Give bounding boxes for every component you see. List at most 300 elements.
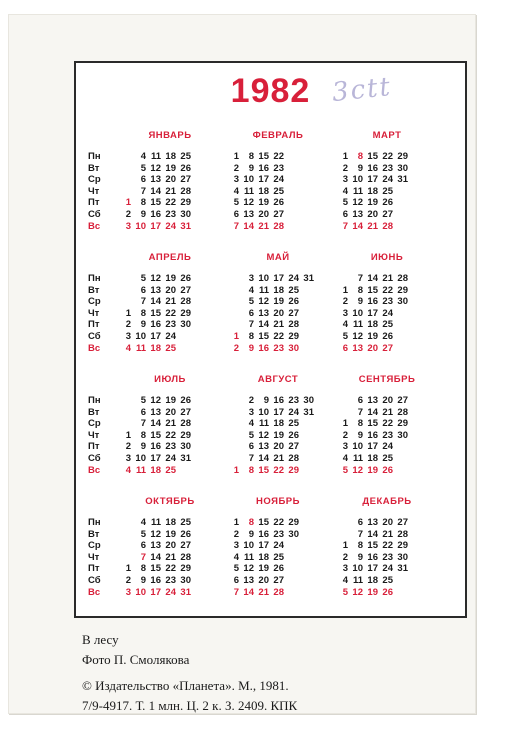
empty-day-cell bbox=[410, 209, 425, 221]
day-number: 21 bbox=[165, 296, 176, 308]
day-number: 3 bbox=[125, 452, 131, 464]
day-number: 24 bbox=[273, 174, 284, 186]
day-number: 12 bbox=[352, 197, 363, 209]
weekday-labels bbox=[88, 151, 110, 232]
day-number: 5 bbox=[233, 197, 239, 209]
weekday-label: Пн bbox=[88, 395, 101, 406]
day-number: 25 bbox=[382, 574, 393, 586]
empty-day-cell bbox=[286, 174, 301, 186]
day-number: 30 bbox=[397, 296, 408, 308]
day-number: 3 bbox=[342, 563, 348, 575]
day-number: 15 bbox=[150, 197, 161, 209]
empty-day-cell bbox=[301, 517, 316, 529]
day-number: 12 bbox=[150, 162, 161, 174]
day-number: 31 bbox=[303, 273, 314, 284]
empty-day-cell bbox=[301, 540, 316, 552]
empty-day-cell bbox=[226, 453, 241, 465]
empty-day-cell bbox=[193, 319, 208, 331]
day-number: 1 bbox=[233, 517, 239, 528]
empty-day-cell bbox=[193, 395, 208, 407]
day-number: 4 bbox=[342, 319, 348, 331]
empty-day-cell bbox=[193, 296, 208, 308]
month-block bbox=[226, 251, 330, 354]
day-number: 3 bbox=[342, 174, 348, 186]
weekday-label: Чт bbox=[88, 307, 100, 319]
day-number: 29 bbox=[180, 197, 191, 209]
day-number: 7 bbox=[233, 220, 239, 232]
empty-day-cell bbox=[226, 407, 241, 419]
day-number: 14 bbox=[243, 220, 254, 232]
weekday-labels bbox=[88, 395, 110, 476]
day-number: 3 bbox=[125, 330, 131, 342]
day-number: 30 bbox=[180, 208, 191, 220]
day-number: 10 bbox=[135, 452, 146, 464]
day-number: 25 bbox=[382, 185, 393, 197]
month-name: АПРЕЛЬ bbox=[148, 252, 192, 263]
day-number: 18 bbox=[258, 185, 269, 197]
empty-day-cell bbox=[193, 552, 208, 564]
empty-day-cell bbox=[410, 174, 425, 186]
day-number: 7 bbox=[248, 319, 254, 331]
day-number: 4 bbox=[248, 418, 254, 430]
empty-day-cell bbox=[301, 174, 316, 186]
empty-day-cell bbox=[118, 552, 133, 564]
day-number: 29 bbox=[397, 151, 408, 162]
day-number: 12 bbox=[258, 429, 269, 441]
empty-day-cell bbox=[193, 285, 208, 297]
month-days-grid bbox=[335, 395, 439, 476]
day-number: 8 bbox=[140, 563, 146, 575]
empty-day-cell bbox=[193, 587, 208, 599]
day-number: 16 bbox=[367, 429, 378, 441]
day-number: 10 bbox=[258, 273, 269, 284]
day-number: 28 bbox=[180, 551, 191, 563]
day-number: 27 bbox=[382, 208, 393, 220]
day-number: 3 bbox=[125, 220, 131, 232]
day-number: 21 bbox=[382, 528, 393, 540]
day-number: 25 bbox=[382, 319, 393, 331]
day-number: 17 bbox=[367, 441, 378, 453]
day-number: 1 bbox=[233, 464, 239, 476]
day-number: 10 bbox=[135, 220, 146, 232]
day-number: 23 bbox=[165, 441, 176, 453]
empty-day-cell bbox=[301, 331, 316, 343]
day-number: 17 bbox=[273, 406, 284, 418]
weekday-label: Пт bbox=[88, 441, 100, 453]
day-number: 22 bbox=[273, 330, 284, 342]
day-number: 10 bbox=[135, 586, 146, 598]
day-number: 23 bbox=[382, 551, 393, 563]
empty-day-cell bbox=[193, 418, 208, 430]
day-number: 7 bbox=[140, 296, 146, 308]
day-number: 27 bbox=[382, 342, 393, 354]
empty-day-cell bbox=[286, 209, 301, 221]
month-name: ИЮНЬ bbox=[370, 252, 404, 263]
empty-day-cell bbox=[193, 441, 208, 453]
empty-day-cell bbox=[301, 343, 316, 355]
day-number: 26 bbox=[273, 197, 284, 209]
day-number: 15 bbox=[367, 540, 378, 552]
day-number: 13 bbox=[150, 406, 161, 418]
print-info: 7/9-4917. Т. 1 млн. Ц. 2 к. З. 2409. КПК bbox=[82, 698, 298, 713]
day-number: 25 bbox=[273, 185, 284, 197]
day-number: 30 bbox=[180, 441, 191, 453]
empty-day-cell bbox=[193, 308, 208, 320]
day-number: 3 bbox=[233, 174, 239, 186]
empty-day-cell bbox=[118, 395, 133, 407]
month-block bbox=[118, 251, 222, 354]
day-number: 31 bbox=[180, 220, 191, 232]
weekday-label: Сб bbox=[88, 574, 101, 586]
day-number: 11 bbox=[135, 342, 146, 354]
day-number: 17 bbox=[150, 220, 161, 232]
weekday-label: Вт bbox=[88, 406, 100, 418]
empty-day-cell bbox=[410, 453, 425, 465]
day-number: 13 bbox=[367, 395, 378, 406]
weekday-label: Сб bbox=[88, 330, 101, 342]
day-number: 7 bbox=[357, 528, 363, 540]
day-number: 18 bbox=[165, 151, 176, 162]
day-number: 21 bbox=[273, 452, 284, 464]
day-number: 25 bbox=[382, 452, 393, 464]
day-number: 19 bbox=[258, 197, 269, 209]
day-number: 1 bbox=[342, 540, 348, 552]
day-number: 8 bbox=[357, 151, 363, 162]
day-number: 11 bbox=[352, 452, 363, 464]
day-number: 1 bbox=[125, 563, 131, 575]
empty-day-cell bbox=[410, 407, 425, 419]
empty-day-cell bbox=[395, 308, 410, 320]
day-number: 2 bbox=[342, 162, 348, 174]
weekday-label: Пт bbox=[88, 563, 100, 575]
day-number: 28 bbox=[180, 296, 191, 308]
day-number: 13 bbox=[258, 441, 269, 453]
day-number: 19 bbox=[165, 273, 176, 284]
empty-day-cell bbox=[193, 465, 208, 477]
weekday-label: Чт bbox=[88, 185, 100, 197]
empty-day-cell bbox=[301, 465, 316, 477]
empty-day-cell bbox=[301, 563, 316, 575]
empty-day-cell bbox=[193, 174, 208, 186]
day-number: 23 bbox=[382, 429, 393, 441]
day-number: 27 bbox=[273, 574, 284, 586]
day-number: 22 bbox=[165, 307, 176, 319]
day-number: 9 bbox=[140, 208, 146, 220]
quarter-row bbox=[76, 251, 465, 371]
empty-day-cell bbox=[395, 209, 410, 221]
day-number: 3 bbox=[342, 441, 348, 453]
day-number: 3 bbox=[125, 586, 131, 598]
empty-day-cell bbox=[193, 529, 208, 541]
empty-day-cell bbox=[301, 296, 316, 308]
day-number: 17 bbox=[258, 174, 269, 186]
year-title: 1982 bbox=[230, 72, 311, 110]
day-number: 23 bbox=[165, 574, 176, 586]
day-number: 25 bbox=[165, 464, 176, 476]
day-number: 14 bbox=[258, 452, 269, 464]
day-number: 2 bbox=[342, 429, 348, 441]
empty-day-cell bbox=[286, 197, 301, 209]
month-name: МАРТ bbox=[372, 130, 402, 141]
empty-day-cell bbox=[301, 285, 316, 297]
month-block bbox=[335, 373, 439, 476]
day-number: 25 bbox=[273, 551, 284, 563]
day-number: 27 bbox=[397, 395, 408, 406]
day-number: 18 bbox=[273, 284, 284, 296]
month-days-grid bbox=[226, 151, 330, 232]
day-number: 24 bbox=[165, 330, 176, 342]
day-number: 13 bbox=[243, 208, 254, 220]
empty-day-cell bbox=[193, 209, 208, 221]
day-number: 6 bbox=[140, 284, 146, 296]
day-number: 6 bbox=[342, 208, 348, 220]
day-number: 27 bbox=[180, 540, 191, 552]
day-number: 7 bbox=[140, 551, 146, 563]
day-number: 31 bbox=[180, 452, 191, 464]
day-number: 10 bbox=[352, 307, 363, 319]
empty-day-cell bbox=[193, 151, 208, 163]
day-number: 12 bbox=[258, 296, 269, 308]
day-number: 26 bbox=[382, 197, 393, 209]
day-number: 30 bbox=[180, 319, 191, 331]
day-number: 2 bbox=[125, 441, 131, 453]
day-number: 22 bbox=[165, 563, 176, 575]
day-number: 27 bbox=[288, 307, 299, 319]
day-number: 24 bbox=[382, 174, 393, 186]
day-number: 19 bbox=[165, 162, 176, 174]
empty-day-cell bbox=[395, 587, 410, 599]
day-number: 4 bbox=[342, 185, 348, 197]
day-number: 10 bbox=[258, 406, 269, 418]
day-number: 1 bbox=[125, 197, 131, 209]
empty-day-cell bbox=[286, 221, 301, 233]
empty-day-cell bbox=[286, 540, 301, 552]
day-number: 21 bbox=[382, 406, 393, 418]
empty-day-cell bbox=[193, 221, 208, 233]
day-number: 17 bbox=[150, 586, 161, 598]
empty-day-cell bbox=[395, 441, 410, 453]
day-number: 6 bbox=[357, 395, 363, 406]
day-number: 22 bbox=[273, 517, 284, 528]
day-number: 18 bbox=[367, 319, 378, 331]
day-number: 27 bbox=[180, 284, 191, 296]
day-number: 15 bbox=[367, 151, 378, 162]
day-number: 21 bbox=[165, 418, 176, 430]
weekday-label: Пн bbox=[88, 151, 101, 162]
day-number: 19 bbox=[165, 395, 176, 406]
day-number: 19 bbox=[367, 197, 378, 209]
month-block bbox=[226, 495, 330, 598]
day-number: 9 bbox=[357, 296, 363, 308]
day-number: 18 bbox=[150, 464, 161, 476]
weekday-label: Пн bbox=[88, 517, 101, 528]
day-number: 20 bbox=[382, 395, 393, 406]
empty-day-cell bbox=[178, 343, 193, 355]
day-number: 27 bbox=[288, 441, 299, 453]
day-number: 25 bbox=[165, 342, 176, 354]
day-number: 15 bbox=[367, 418, 378, 430]
empty-day-cell bbox=[410, 319, 425, 331]
weekday-labels bbox=[88, 517, 110, 598]
day-number: 28 bbox=[397, 273, 408, 284]
day-number: 15 bbox=[367, 284, 378, 296]
empty-day-cell bbox=[335, 529, 350, 541]
day-number: 29 bbox=[288, 330, 299, 342]
day-number: 27 bbox=[180, 174, 191, 186]
day-number: 30 bbox=[397, 551, 408, 563]
day-number: 17 bbox=[150, 452, 161, 464]
empty-day-cell bbox=[193, 331, 208, 343]
day-number: 6 bbox=[357, 517, 363, 528]
day-number: 16 bbox=[367, 296, 378, 308]
day-number: 17 bbox=[150, 330, 161, 342]
empty-day-cell bbox=[301, 575, 316, 587]
empty-day-cell bbox=[301, 587, 316, 599]
empty-day-cell bbox=[410, 296, 425, 308]
day-number: 2 bbox=[233, 162, 239, 174]
weekday-label: Сб bbox=[88, 208, 101, 220]
day-number: 25 bbox=[288, 284, 299, 296]
day-number: 13 bbox=[150, 284, 161, 296]
empty-day-cell bbox=[410, 285, 425, 297]
weekday-label: Пн bbox=[88, 273, 101, 284]
weekday-label: Ср bbox=[88, 418, 101, 430]
day-number: 7 bbox=[357, 406, 363, 418]
day-number: 29 bbox=[397, 540, 408, 552]
empty-day-cell bbox=[395, 343, 410, 355]
empty-day-cell bbox=[301, 308, 316, 320]
empty-day-cell bbox=[286, 163, 301, 175]
day-number: 29 bbox=[180, 307, 191, 319]
day-number: 4 bbox=[140, 151, 146, 162]
day-number: 19 bbox=[273, 296, 284, 308]
day-number: 22 bbox=[165, 197, 176, 209]
day-number: 5 bbox=[342, 197, 348, 209]
empty-day-cell bbox=[395, 186, 410, 198]
month-name: МАЙ bbox=[266, 252, 290, 263]
day-number: 1 bbox=[342, 151, 348, 162]
month-block bbox=[118, 373, 222, 476]
day-number: 24 bbox=[382, 441, 393, 453]
day-number: 24 bbox=[165, 586, 176, 598]
weekday-label: Чт bbox=[88, 429, 100, 441]
empty-day-cell bbox=[410, 587, 425, 599]
day-number: 7 bbox=[248, 452, 254, 464]
day-number: 24 bbox=[382, 307, 393, 319]
day-number: 16 bbox=[258, 162, 269, 174]
day-number: 8 bbox=[248, 330, 254, 342]
day-number: 23 bbox=[165, 319, 176, 331]
empty-day-cell bbox=[335, 407, 350, 419]
empty-day-cell bbox=[410, 395, 425, 407]
day-number: 9 bbox=[140, 441, 146, 453]
empty-day-cell bbox=[301, 441, 316, 453]
empty-day-cell bbox=[301, 186, 316, 198]
day-number: 28 bbox=[288, 452, 299, 464]
day-number: 28 bbox=[397, 406, 408, 418]
day-number: 30 bbox=[288, 528, 299, 540]
day-number: 9 bbox=[357, 429, 363, 441]
empty-day-cell bbox=[410, 343, 425, 355]
day-number: 11 bbox=[352, 574, 363, 586]
day-number: 4 bbox=[125, 464, 131, 476]
month-days-grid bbox=[226, 517, 330, 598]
empty-day-cell bbox=[193, 273, 208, 285]
empty-day-cell bbox=[178, 465, 193, 477]
weekday-labels bbox=[88, 273, 110, 354]
weekday-label: Вс bbox=[88, 586, 101, 598]
weekday-label: Вс bbox=[88, 220, 101, 232]
day-number: 26 bbox=[382, 330, 393, 342]
day-number: 19 bbox=[367, 586, 378, 598]
day-number: 29 bbox=[397, 418, 408, 430]
calendar-frame bbox=[74, 61, 467, 618]
day-number: 22 bbox=[273, 464, 284, 476]
empty-day-cell bbox=[301, 197, 316, 209]
empty-day-cell bbox=[286, 186, 301, 198]
day-number: 2 bbox=[125, 208, 131, 220]
day-number: 8 bbox=[140, 307, 146, 319]
day-number: 4 bbox=[342, 452, 348, 464]
day-number: 24 bbox=[288, 273, 299, 284]
day-number: 30 bbox=[397, 429, 408, 441]
empty-day-cell bbox=[301, 209, 316, 221]
empty-day-cell bbox=[301, 552, 316, 564]
weekday-label: Вт bbox=[88, 528, 100, 540]
day-number: 31 bbox=[180, 586, 191, 598]
day-number: 14 bbox=[150, 418, 161, 430]
day-number: 26 bbox=[180, 273, 191, 284]
day-number: 8 bbox=[140, 429, 146, 441]
day-number: 13 bbox=[367, 517, 378, 528]
day-number: 21 bbox=[258, 586, 269, 598]
empty-day-cell bbox=[395, 575, 410, 587]
month-block bbox=[335, 251, 439, 354]
empty-day-cell bbox=[301, 430, 316, 442]
day-number: 18 bbox=[367, 185, 378, 197]
day-number: 10 bbox=[352, 441, 363, 453]
quarter-row bbox=[76, 495, 465, 615]
day-number: 7 bbox=[233, 586, 239, 598]
day-number: 14 bbox=[150, 296, 161, 308]
empty-day-cell bbox=[118, 273, 133, 285]
empty-day-cell bbox=[226, 441, 241, 453]
weekday-label: Пт bbox=[88, 197, 100, 209]
day-number: 30 bbox=[303, 395, 314, 406]
empty-day-cell bbox=[226, 418, 241, 430]
day-number: 17 bbox=[367, 563, 378, 575]
day-number: 5 bbox=[342, 464, 348, 476]
month-block bbox=[335, 129, 439, 232]
day-number: 1 bbox=[342, 418, 348, 430]
day-number: 29 bbox=[288, 464, 299, 476]
empty-day-cell bbox=[178, 331, 193, 343]
empty-day-cell bbox=[286, 575, 301, 587]
day-number: 31 bbox=[397, 174, 408, 186]
day-number: 5 bbox=[342, 586, 348, 598]
day-number: 28 bbox=[180, 418, 191, 430]
day-number: 1 bbox=[233, 330, 239, 342]
day-number: 11 bbox=[258, 418, 269, 430]
empty-day-cell bbox=[301, 151, 316, 163]
month-block bbox=[118, 129, 222, 232]
day-number: 10 bbox=[243, 540, 254, 552]
day-number: 20 bbox=[165, 174, 176, 186]
day-number: 18 bbox=[367, 452, 378, 464]
empty-day-cell bbox=[410, 517, 425, 529]
empty-day-cell bbox=[118, 529, 133, 541]
day-number: 5 bbox=[248, 296, 254, 308]
